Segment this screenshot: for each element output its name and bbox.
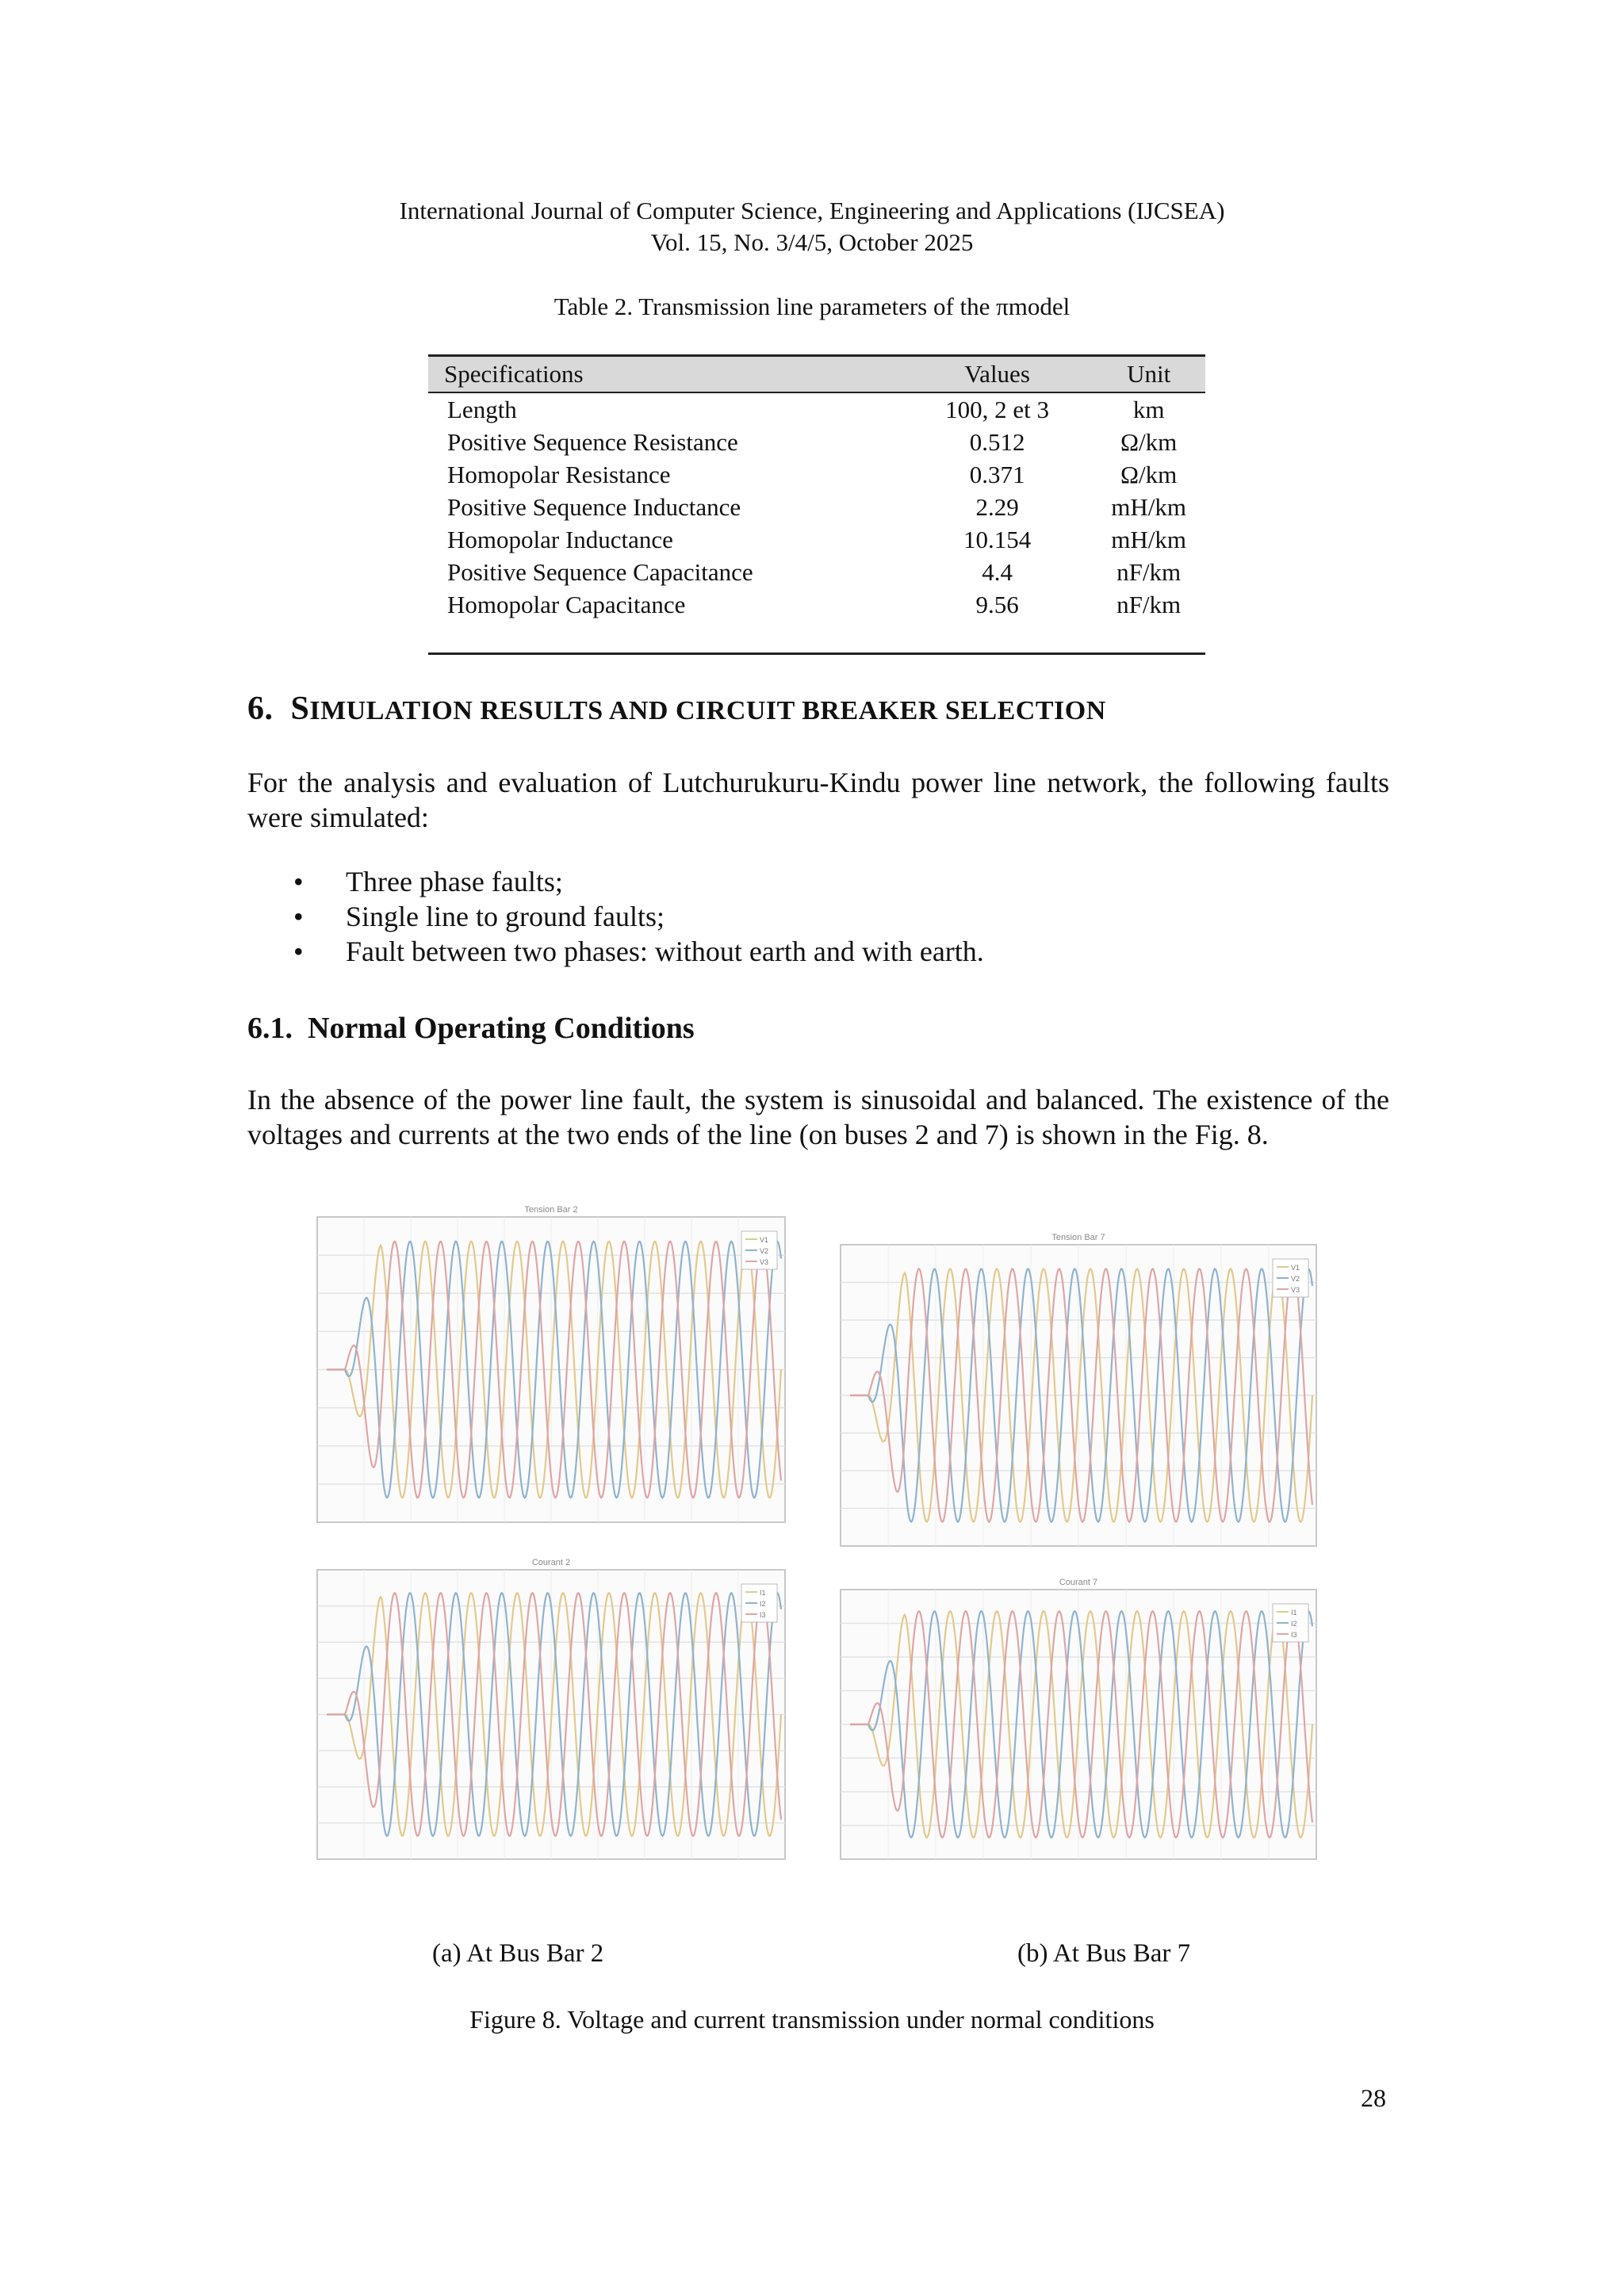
list-item [293, 934, 984, 969]
section-title-initial: S [290, 691, 310, 727]
table-cell: 10.154 [963, 525, 1032, 553]
legend-label: V2 [1291, 1275, 1300, 1283]
figure-8 [313, 1201, 1376, 1899]
table-cell: 0.512 [969, 427, 1025, 456]
table-cell: 100, 2 et 3 [945, 395, 1049, 423]
list-item-text: Fault between two phases: without earth and with earth. [346, 936, 984, 967]
legend-label: V3 [760, 1258, 769, 1266]
bullet-icon: • [293, 901, 304, 932]
table-row [428, 458, 1205, 491]
table-cell: 4.4 [982, 557, 1013, 586]
legend-label: I2 [1291, 1620, 1297, 1628]
table-cell: Homopolar Resistance [447, 460, 671, 488]
legend-label: I1 [760, 1589, 766, 1597]
table-cell: 0.371 [969, 460, 1025, 488]
legend-label: I3 [1291, 1631, 1297, 1639]
subsection-heading: 6.1. Normal Operating Conditions [247, 1012, 695, 1045]
table-caption: Table 2. Transmission line parameters of the πmodel [553, 293, 1071, 320]
legend [1273, 1259, 1308, 1297]
table-cell: Length [447, 395, 517, 423]
table-cell: mH/km [1111, 525, 1186, 553]
section-number: 6. [247, 691, 274, 727]
table-cell: km [1132, 395, 1165, 423]
subfigure-a-label: (a) At Bus Bar 2 [432, 1939, 604, 1968]
journal-header [0, 195, 1624, 258]
list-item-text: Single line to ground faults; [346, 901, 665, 932]
legend-label: I3 [760, 1611, 766, 1619]
col-header-specifications: Specifications [428, 356, 902, 393]
legend [741, 1584, 777, 1622]
legend-label: V3 [1291, 1286, 1300, 1294]
table-row [428, 523, 1205, 556]
col-header-unit: Unit [1092, 356, 1205, 393]
table-cell: nF/km [1116, 557, 1182, 586]
panel-title: Courant 2 [531, 1558, 571, 1567]
waveform-panel [841, 1233, 1316, 1546]
table-cell: Positive Sequence Resistance [447, 427, 738, 456]
table-row [428, 491, 1205, 523]
page-number: 28 [1361, 2084, 1386, 2112]
col-header-values: Values [902, 356, 1092, 393]
table-cell: mH/km [1111, 492, 1186, 521]
journal-volume: Vol. 15, No. 3/4/5, October 2025 [650, 228, 974, 256]
table-cell: Ω/km [1120, 460, 1178, 488]
legend [1273, 1604, 1308, 1642]
table-cell: Positive Sequence Capacitance [447, 557, 753, 586]
legend-label: V1 [1291, 1264, 1300, 1272]
bullet-icon: • [293, 936, 304, 967]
section-heading [247, 690, 1106, 728]
waveform-panel [317, 1205, 785, 1522]
legend [741, 1231, 777, 1269]
legend-label: V1 [760, 1236, 769, 1244]
legend-label: I1 [1291, 1609, 1297, 1617]
table-cell: Homopolar Inductance [447, 525, 673, 553]
panel-title: Tension Bar 7 [1051, 1233, 1105, 1242]
journal-title: International Journal of Computer Science, Engineering and Applications (IJCSEA) [399, 197, 1225, 224]
figure-caption: Figure 8. Voltage and current transmission under normal conditions [469, 2005, 1155, 2034]
list-item [293, 864, 984, 899]
waveform-panel [317, 1558, 785, 1859]
table-row [428, 556, 1205, 588]
legend-label: V2 [760, 1247, 769, 1255]
table-row [428, 426, 1205, 458]
legend-label: I2 [760, 1600, 766, 1608]
table-cell: Ω/km [1120, 427, 1178, 456]
waveform-panel [841, 1578, 1316, 1859]
section-title-rest: IMULATION RESULTS AND CIRCUIT BREAKER SELECTION [309, 696, 1106, 725]
table-cell: nF/km [1092, 588, 1205, 654]
panel-title: Courant 7 [1059, 1578, 1098, 1587]
list-item-text: Three phase faults; [346, 866, 563, 897]
panel-title: Tension Bar 2 [524, 1205, 578, 1215]
subfigure-b-label: (b) At Bus Bar 7 [1017, 1939, 1191, 1968]
fault-list [293, 864, 984, 969]
normal-conditions-paragraph: In the absence of the power line fault, the system is sinusoidal and balanced. The existence of the voltages and currents at the two ends of the line (on buses 2 and 7) is shown in the Fig. 8. [247, 1084, 1389, 1150]
table-cell: 2.29 [975, 492, 1019, 521]
table-row [428, 392, 1205, 426]
parameters-table [428, 354, 1205, 655]
table-header-row [428, 356, 1205, 393]
bullet-icon: • [293, 866, 304, 897]
table-cell: Homopolar Capacitance [428, 588, 902, 654]
table-row [428, 588, 1205, 654]
list-item [293, 899, 984, 934]
intro-paragraph: For the analysis and evaluation of Lutchurukuru-Kindu power line network, the following faults were simulated: [247, 767, 1389, 833]
table-cell: 9.56 [902, 588, 1092, 654]
table-cell: Positive Sequence Inductance [447, 492, 741, 521]
